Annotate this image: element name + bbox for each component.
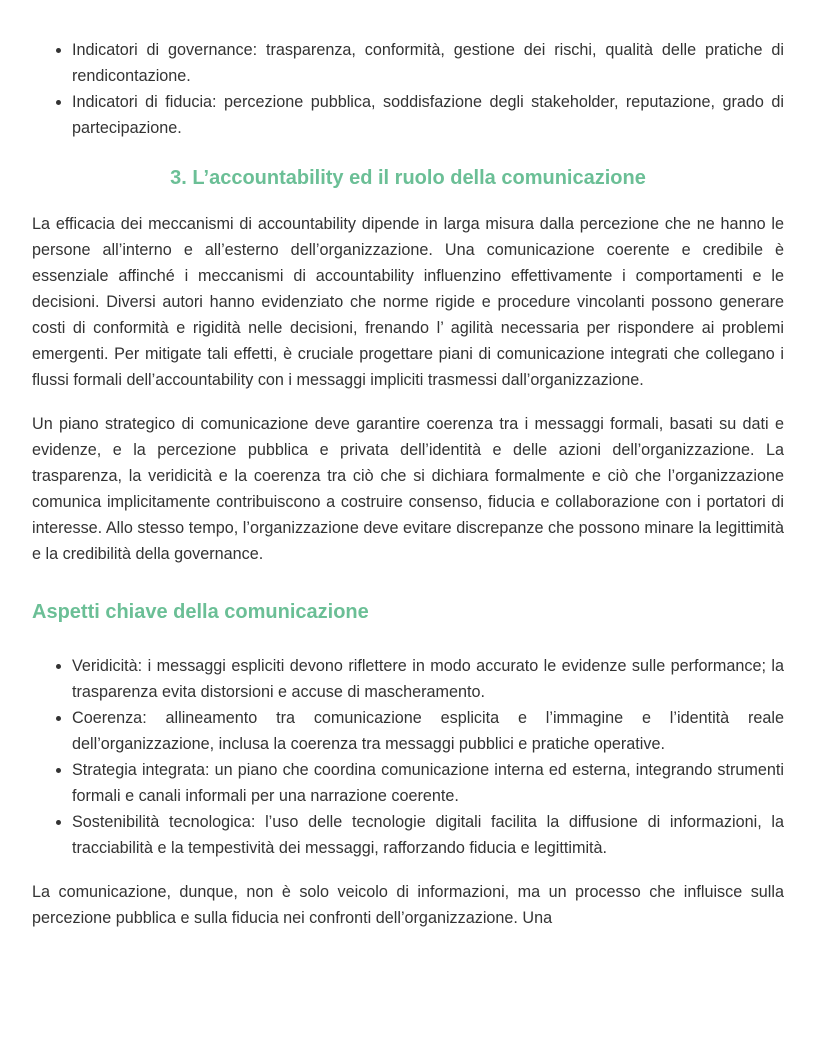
list-item: • Veridicità: i messaggi espliciti devono riflettere in modo accurato le evidenze sulle performance; la trasparenza evita distorsioni e accuse di mascheramento. bbox=[72, 653, 784, 705]
document-page bbox=[32, 37, 784, 931]
paragraph: Un piano strategico di comunicazione deve garantire coerenza tra i messaggi formali, basati su dati e evidenze, e la percezione pubblica e privata dell’identità e delle azioni dell’organizzazione. La trasparenza, la veridicità e la coerenza tra ciò che si dichiara formalmente e ciò che l’organizzazione comunica implicitamente contribuiscono a costruire consenso, fiducia e collaborazione con i portatori di interesse. Allo stesso tempo, l’organizzazione deve evitare discrepanze che possono minare la legittimità e la credibilità della governance. bbox=[32, 415, 784, 563]
list-item: • Sostenibilità tecnologica: l’uso delle tecnologie digitali facilita la diffusione di informazioni, la tracciabilità e la tempestività dei messaggi, rafforzando fiducia e legittimità. bbox=[72, 809, 784, 861]
paragraph: La efficacia dei meccanismi di accountability dipende in larga misura dalla percezione che ne hanno le persone all’interno e all’esterno dell’organizzazione. Una comunicazione coerente e credibile è essenziale affinché i meccanismi di accountability influenzino effettivamente i comportamenti e le decisioni. Diversi autori hanno evidenziato che norme rigide e procedure vincolanti possono generare costi di conformità e rigidità nelle decisioni, frenando l’ agilità necessaria per rispondere ai problemi emergenti. Per mitigate tali effetti, è cruciale progettare piani di comunicazione integrati che collegano i flussi formali dell’accountability con i messaggi impliciti trasmessi dall’organizzazione. bbox=[32, 215, 784, 389]
section-heading: 3. L’accountability ed il ruolo della comunicazione bbox=[170, 167, 646, 189]
paragraph: La comunicazione, dunque, non è solo veicolo di informazioni, ma un processo che influisce sulla percezione pubblica e sulla fiducia nei confronti dell’organizzazione. Una bbox=[32, 883, 784, 927]
list-item: • Strategia integrata: un piano che coordina comunicazione interna ed esterna, integrando strumenti formali e canali informali per una narrazione coerente. bbox=[72, 757, 784, 809]
list-item: • Indicatori di governance: trasparenza, conformità, gestione dei rischi, qualità delle pratiche di rendicontazione. bbox=[72, 37, 784, 89]
subheading: Aspetti chiave della comunicazione bbox=[32, 601, 369, 623]
key-aspects-list bbox=[32, 653, 784, 861]
indicators-list bbox=[32, 37, 784, 141]
list-item: • Indicatori di fiducia: percezione pubblica, soddisfazione degli stakeholder, reputazione, grado di partecipazione. bbox=[72, 89, 784, 141]
list-item: • Coerenza: allineamento tra comunicazione esplicita e l’immagine e l’identità reale dell’organizzazione, inclusa la coerenza tra messaggi pubblici e pratiche operative. bbox=[72, 705, 784, 757]
